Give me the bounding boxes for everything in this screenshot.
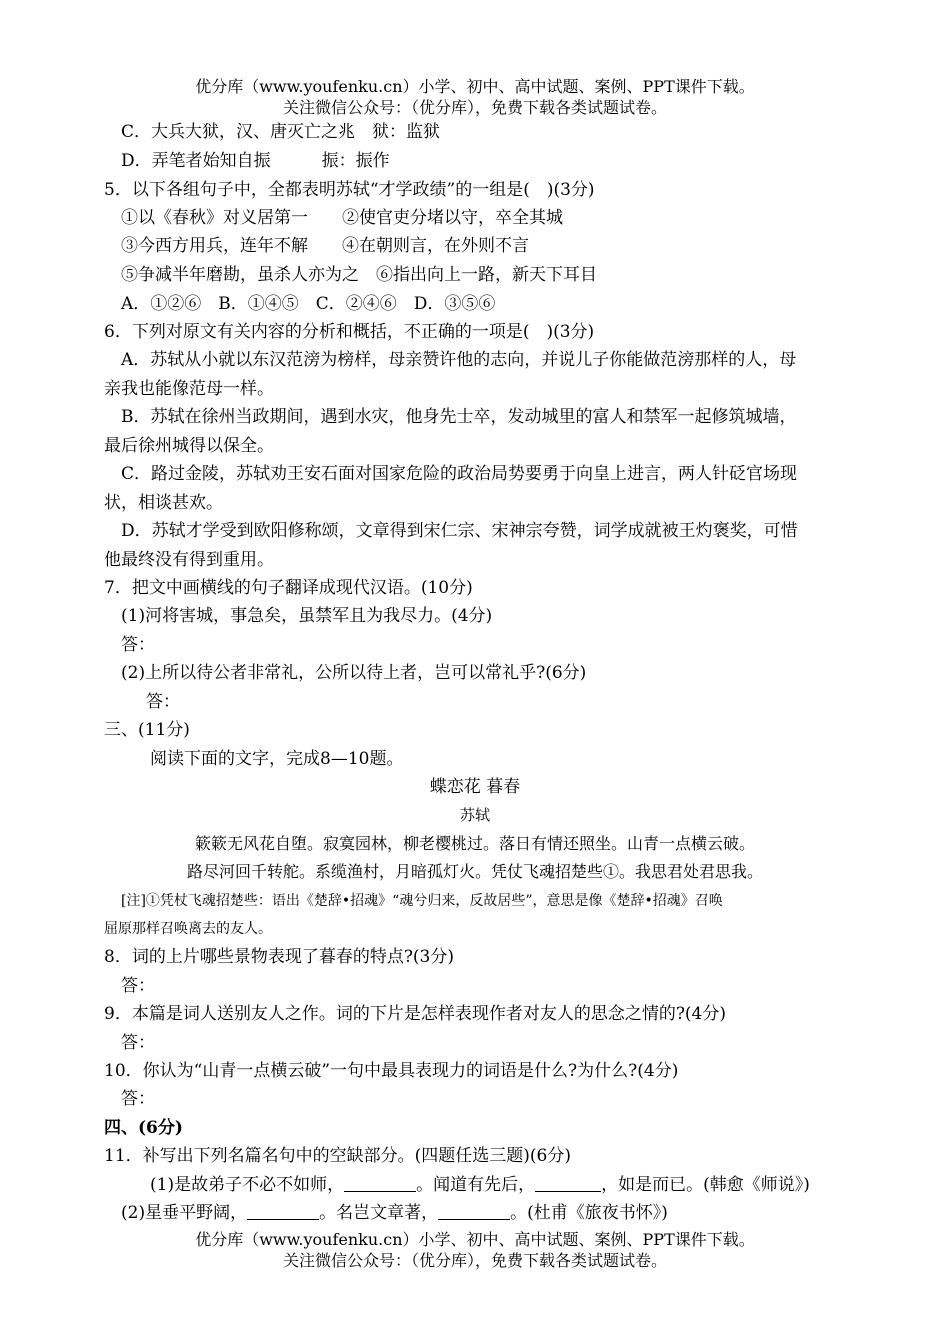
header-line-2: 关注微信公众号：（优分库），免费下载各类试题试卷。 xyxy=(282,98,667,117)
q9-answer: 答： xyxy=(121,1033,155,1053)
poem-line-1: 簌簌无风花自堕。寂寞园林，柳老樱桃过。落日有情还照坐。山青一点横云破。 xyxy=(194,834,755,853)
q8-stem: 8．词的上片哪些景物表现了暮春的特点?(3分) xyxy=(104,947,455,967)
poem-title: 蝶恋花 暮春 xyxy=(429,777,521,797)
q11-item-2-blank-2[interactable] xyxy=(438,1201,510,1220)
q6-option-b-line2: 最后徐州城得以保全。 xyxy=(104,436,274,456)
q4-option-c: C．大兵大狱，汉、唐灭亡之兆 狱：监狱 xyxy=(121,122,441,142)
q11-item-2-text-a: (2)星垂平野阔， xyxy=(121,1203,248,1223)
q11-item-1-text-b: 。闻道有先后， xyxy=(416,1175,536,1195)
q6-option-d-line2: 他最终没有得到重用。 xyxy=(104,550,274,570)
section-3-title: 三、(11分) xyxy=(104,720,190,740)
q5-stem: 5．以下各组句子中，全都表明苏轼“才学政绩”的一组是( )(3分) xyxy=(104,180,595,200)
q6-option-d-line1: D．苏轼才学受到欧阳修称颂，文章得到宋仁宗、宋神宗夸赞，词学成就被王灼褒奖，可惜 xyxy=(121,521,798,541)
q11-item-1-text-a: (1)是故弟子不必不如师， xyxy=(150,1175,345,1195)
q7-answer-2: 答： xyxy=(146,692,180,712)
q9-stem: 9．本篇是词人送别友人之作。词的下片是怎样表现作者对友人的思念之情的?(4分) xyxy=(104,1004,727,1024)
q7-part-2: (2)上所以待公者非常礼，公所以待上者，岂可以常礼乎?(6分) xyxy=(121,663,587,683)
section-3-intro: 阅读下面的文字，完成8—10题。 xyxy=(150,749,404,769)
q10-stem: 10．你认为“山青一点横云破”一句中最具表现力的词语是什么?为什么?(4分) xyxy=(104,1061,679,1081)
q11-item-1-text-c: ，如是而已。(韩愈《师说》) xyxy=(601,1175,810,1195)
q6-option-b-line1: B．苏轼在徐州当政期间，遇到水灾，他身先士卒，发动城里的富人和禁军一起修筑城墙， xyxy=(121,407,797,427)
header-line-1: 优分库（www.youfenku.cn）小学、初中、高中试题、案例、PPT课件下载。 xyxy=(195,77,755,96)
q7-part-1: (1)河将害城，事急矣，虽禁军且为我尽力。(4分) xyxy=(121,606,493,626)
q5-row-3: ⑤争减半年磨勘，虽杀人亦为之 ⑥指出向上一路，新天下耳目 xyxy=(121,265,597,285)
q5-options: A．①②⑥ B．①④⑤ C．②④⑥ D．③⑤⑥ xyxy=(121,294,496,314)
footer-line-2: 关注微信公众号：（优分库），免费下载各类试题试卷。 xyxy=(282,1251,667,1270)
q6-option-a-line2: 亲我也能像范母一样。 xyxy=(104,379,274,399)
q6-stem: 6．下列对原文有关内容的分析和概括，不正确的一项是( )(3分) xyxy=(104,322,595,342)
q11-stem: 11．补写出下列名篇名句中的空缺部分。(四题任选三题)(6分) xyxy=(104,1146,571,1166)
footer-line-1: 优分库（www.youfenku.cn）小学、初中、高中试题、案例、PPT课件下载。 xyxy=(195,1230,755,1249)
q11-item-1 xyxy=(0,1171,950,1199)
q4-option-d: D．弄笔者始知自振 振：振作 xyxy=(121,151,390,171)
q7-answer-1: 答： xyxy=(121,635,155,655)
poem-line-2: 路尽河回千转舵。系缆渔村，月暗孤灯火。凭仗飞魂招楚些①。我思君处君思我。 xyxy=(186,862,763,881)
q8-answer: 答： xyxy=(121,976,155,996)
section-4-title: 四、(6分) xyxy=(104,1118,183,1138)
q11-item-1-blank-2[interactable] xyxy=(535,1173,601,1192)
q5-row-2: ③今西方用兵，连年不解 ④在朝则言，在外则不言 xyxy=(121,236,529,256)
q6-option-a-line1: A．苏轼从小就以东汉范滂为榜样，母亲赞许他的志向，并说儿子你能做范滂那样的人，母 xyxy=(121,350,797,370)
q7-stem: 7．把文中画横线的句子翻译成现代汉语。(10分) xyxy=(104,578,473,598)
q6-option-c-line2: 状，相谈甚欢。 xyxy=(104,493,223,513)
poem-author: 苏轼 xyxy=(459,806,490,824)
q11-item-2 xyxy=(0,1199,950,1227)
q11-item-2-blank-1[interactable] xyxy=(247,1201,319,1220)
q5-row-1: ①以《春秋》对义居第一 ②使官吏分堵以守，卒全其城 xyxy=(121,208,563,228)
q11-item-2-text-c: 。(杜甫《旅夜书怀》) xyxy=(510,1203,668,1223)
q10-answer: 答： xyxy=(121,1089,155,1109)
q11-item-1-blank-1[interactable] xyxy=(344,1173,416,1192)
poem-note-line2: 屈原那样召唤离去的友人。 xyxy=(104,921,272,937)
q6-option-c-line1: C．路过金陵，苏轼劝王安石面对国家危险的政治局势要勇于向皇上进言，两人针砭官场现 xyxy=(121,464,798,484)
poem-note-line1: [注]①凭杖飞魂招楚些：语出《楚辞•招魂》“魂兮归来，反故居些”，意思是像《楚辞•招魂》召唤 xyxy=(121,893,723,909)
q11-item-2-text-b: 。名岂文章著， xyxy=(319,1203,439,1223)
